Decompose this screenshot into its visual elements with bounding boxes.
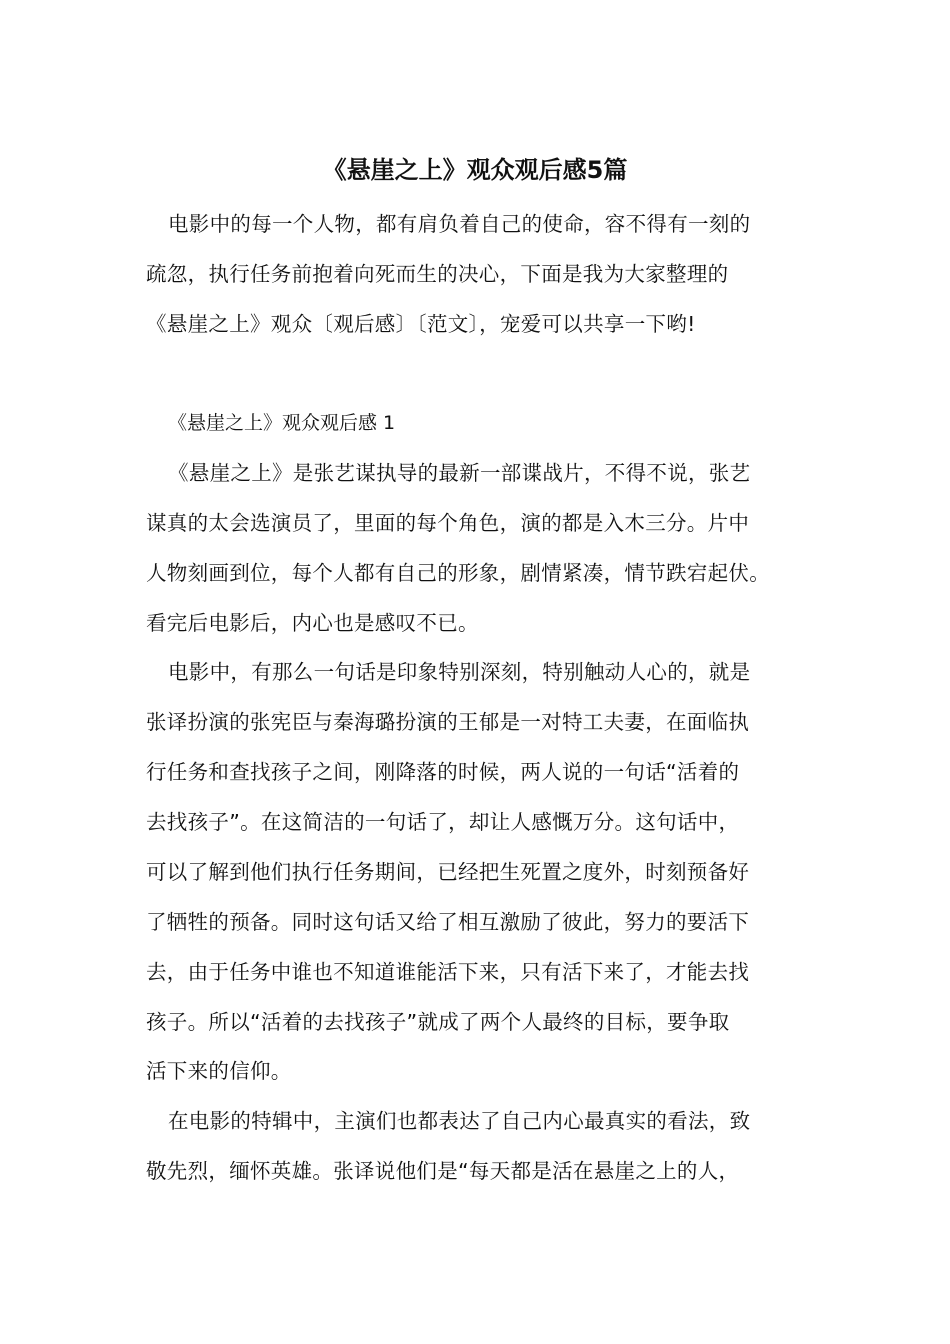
section-heading: 《悬崖之上》观众观后感 1 bbox=[168, 412, 396, 434]
intro-line: 电影中的每一个人物，都有肩负着自己的使命，容不得有一刻的 bbox=[168, 212, 751, 236]
paragraph-line: 了牺牲的预备。同时这句话又给了相互激励了彼此，努力的要活下 bbox=[146, 910, 750, 934]
paragraph-line: 可以了解到他们执行任务期间，已经把生死置之度外，时刻预备好 bbox=[146, 860, 750, 884]
document-title: 《悬崖之上》观众观后感5篇 bbox=[322, 156, 628, 184]
paragraph-line: 去找孩子”。在这简洁的一句话了，却让人感慨万分。这句话中， bbox=[146, 810, 740, 834]
paragraph-line: 去，由于任务中谁也不知道谁能活下来，只有活下来了，才能去找 bbox=[146, 960, 750, 984]
paragraph-line: 人物刻画到位，每个人都有自己的形象，剧情紧凑，情节跌宕起伏。 bbox=[146, 561, 770, 585]
paragraph-line: 孩子。所以“活着的去找孩子”就成了两个人最终的目标，要争取 bbox=[146, 1010, 730, 1034]
paragraph-line: 《悬崖之上》是张艺谋执导的最新一部谍战片，不得不说，张艺 bbox=[168, 461, 751, 485]
paragraph-line: 在电影的特辑中，主演们也都表达了自己内心最真实的看法，致 bbox=[168, 1109, 751, 1133]
paragraph-line: 活下来的信仰。 bbox=[146, 1059, 292, 1083]
paragraph-line: 电影中，有那么一句话是印象特别深刻，特别触动人心的，就是 bbox=[168, 660, 751, 684]
paragraph-line: 看完后电影后，内心也是感叹不已。 bbox=[146, 611, 479, 635]
paragraph-line: 谋真的太会选演员了，里面的每个角色，演的都是入木三分。片中 bbox=[146, 511, 750, 535]
paragraph-line: 张译扮演的张宪臣与秦海璐扮演的王郁是一对特工夫妻，在面临执 bbox=[146, 710, 750, 734]
intro-line: 《悬崖之上》观众〔观后感〕〔范文〕，宠爱可以共享一下哟! bbox=[146, 312, 696, 336]
intro-line: 疏忽，执行任务前抱着向死而生的决心，下面是我为大家整理的 bbox=[146, 262, 729, 286]
paragraph-line: 敬先烈，缅怀英雄。张译说他们是“每天都是活在悬崖之上的人， bbox=[146, 1159, 740, 1183]
paragraph-line: 行任务和查找孩子之间，刚降落的时候，两人说的一句话“活着的 bbox=[146, 760, 740, 784]
